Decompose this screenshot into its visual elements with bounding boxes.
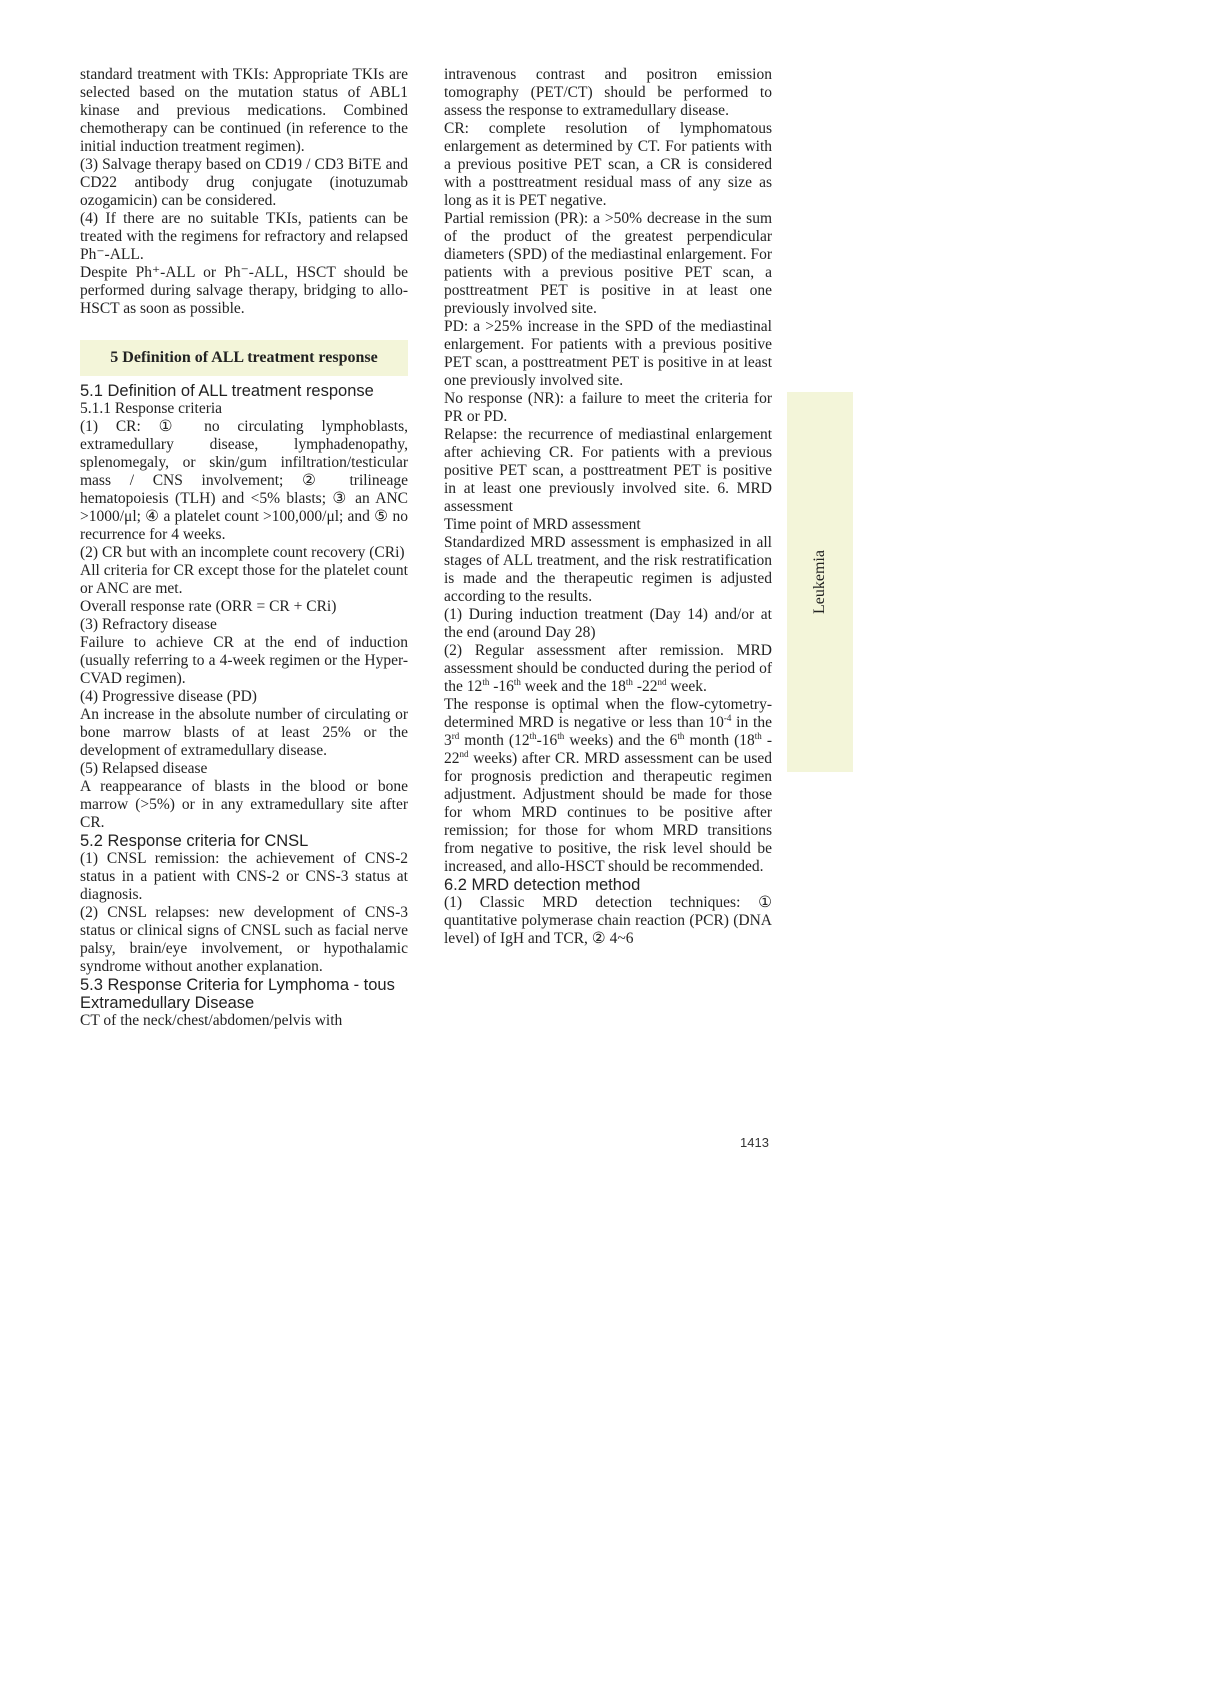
paragraph: (2) CR but with an incomplete count recovery (CRi) (80, 544, 405, 561)
paragraph: Despite Ph⁺-ALL or Ph⁻-ALL, HSCT should be performed during salvage therapy, bridging to allo-HSCT as soon as possible. (80, 264, 408, 317)
superscript: th (529, 731, 537, 741)
paragraph: Time point of MRD assessment (444, 516, 641, 533)
paragraph: (1) During induction treatment (Day 14) and/or at the end (around Day 28) (444, 606, 772, 641)
text-run: week. (666, 678, 707, 695)
paragraph: (5) Relapsed disease (80, 760, 208, 777)
text-run: in the 3 (444, 714, 772, 749)
paragraph (444, 642, 772, 696)
text-run: -16 (489, 678, 514, 695)
section-heading-box: 5 Definition of ALL treatment response (80, 340, 408, 376)
paragraph: PD: a >25% increase in the SPD of the mediastinal enlargement. For patients with a previous positive PET scan, a posttreatment PET is positive in at least one previously involved site. (444, 318, 772, 389)
paragraph: No response (NR): a failure to meet the criteria for PR or PD. (444, 390, 772, 425)
superscript: -4 (723, 713, 732, 723)
subsubsection-heading: 5.1.1 Response criteria (80, 400, 223, 417)
text-run: (2) Regular assessment after remission. MRD assessment should be conducted during the period of the 12 (444, 642, 772, 695)
superscript: nd (459, 749, 469, 759)
superscript: th (513, 677, 521, 687)
text-run: month (18 (684, 732, 755, 749)
paragraph: standard treatment with TKIs: Appropriate TKIs are selected based on the mutation status of ABL1 kinase and previous medications. Combined chemotherapy can be continued (in reference to the initial induction treatment regimen). (80, 66, 408, 155)
paragraph (444, 696, 772, 876)
right-column (444, 66, 772, 948)
text-run: weeks) after CR. MRD assessment can be used for prognosis prediction and therapeutic regimen adjustment. Adjustment should be made for those for whom MRD continues to be positive after remission; for those for whom MRD transitions from negative to positive, the risk level should be increased, and allo-HSCT should be recommended. (444, 750, 772, 875)
paragraph: (1) CR: ① no circulating lymphoblasts, extramedullary disease, lymphadenopathy, splenomegaly, or skin/gum infiltration/testicular mass / CNS involvement; ② trilineage hematopoiesis (TLH) and <5% blasts; ③ an ANC >1000/μl; ④ a platelet count >100,000/μl; and ⑤ no recurrence for 4 weeks. (80, 418, 408, 543)
subsection-heading: 5.1 Definition of ALL treatment response (80, 382, 374, 400)
paragraph: (3) Refractory disease (80, 616, 217, 633)
superscript: th (754, 731, 762, 741)
superscript: th (557, 731, 565, 741)
paragraph: CT of the neck/chest/abdomen/pelvis with (80, 1012, 343, 1029)
paragraph: Relapse: the recurrence of mediastinal enlargement after achieving CR. For patients with a previous positive PET scan, a posttreatment PET is positive in at least one previously involved site. 6. MRD assessment (444, 426, 772, 515)
subsection-heading: 5.2 Response criteria for CNSL (80, 832, 309, 850)
text-run: -16 (536, 732, 558, 749)
paragraph: (1) CNSL remission: the achievement of CNS-2 status in a patient with CNS-2 or CNS-3 status at diagnosis. (80, 850, 408, 903)
superscript: th (677, 731, 685, 741)
paragraph: (4) Progressive disease (PD) (80, 688, 257, 705)
side-tab-label: Leukemia (811, 550, 828, 614)
paragraph: A reappearance of blasts in the blood or bone marrow (>5%) or in any extramedullary site after CR. (80, 778, 408, 831)
paragraph: (4) If there are no suitable TKIs, patients can be treated with the regimens for refractory and relapsed Ph⁻-ALL. (80, 210, 408, 263)
superscript: th (625, 677, 633, 687)
paragraph: (3) Salvage therapy based on CD19 / CD3 BiTE and CD22 antibody drug conjugate (inotuzumab ozogamicin) can be considered. (80, 156, 408, 209)
paragraph: Failure to achieve CR at the end of induction (usually referring to a 4-week regimen or the Hyper-CVAD regimen). (80, 634, 408, 687)
subsection-heading: 6.2 MRD detection method (444, 876, 641, 894)
paragraph: All criteria for CR except those for the platelet count or ANC are met. (80, 562, 408, 597)
text-run: weeks) and the 6 (564, 732, 678, 749)
paragraph: CR: complete resolution of lymphomatous enlargement as determined by CT. For patients with a previous positive PET scan, a CR is considered with a posttreatment residual mass of any size as long as it is PET negative. (444, 120, 772, 209)
text-run: month (12 (459, 732, 530, 749)
paragraph: (2) CNSL relapses: new development of CNS-3 status or clinical signs of CNSL such as facial nerve palsy, brain/eye involvement, or hypothalamic syndrome without another explanation. (80, 904, 408, 975)
paragraph: intravenous contrast and positron emission tomography (PET/CT) should be performed to assess the response to extramedullary disease. (444, 66, 772, 119)
page-number: 1413 (740, 1135, 769, 1150)
paragraph: Partial remission (PR): a >50% decrease in the sum of the product of the greatest perpendicular diameters (SPD) of the mediastinal enlargement. For patients with a previous positive PET scan, a posttreatment PET is positive in at least one previously involved site. (444, 210, 772, 317)
superscript: nd (657, 677, 667, 687)
paragraph: Overall response rate (ORR = CR + CRi) (80, 598, 337, 615)
text-run: The response is optimal when the flow-cytometry-determined MRD is negative or less than 10 (444, 696, 772, 731)
text-run: - 22 (444, 732, 773, 767)
paragraph: (1) Classic MRD detection techniques: ① quantitative polymerase chain reaction (PCR) (DNA level) of IgH and TCR, ② 4~6 (444, 894, 772, 947)
subsection-heading: 5.3 Response Criteria for Lymphoma - tous Extramedullary Disease (80, 976, 395, 1012)
side-tab (787, 392, 853, 772)
text-run: week and the 18 (520, 678, 626, 695)
text-run: -22 (632, 678, 658, 695)
left-column (80, 66, 408, 1030)
paragraph: Standardized MRD assessment is emphasized in all stages of ALL treatment, and the risk restratification is made and the therapeutic regimen is adjusted according to the results. (444, 534, 772, 605)
paragraph: An increase in the absolute number of circulating or bone marrow blasts of at least 25% or the development of extramedullary disease. (80, 706, 408, 759)
superscript: rd (451, 731, 460, 741)
superscript: th (482, 677, 490, 687)
